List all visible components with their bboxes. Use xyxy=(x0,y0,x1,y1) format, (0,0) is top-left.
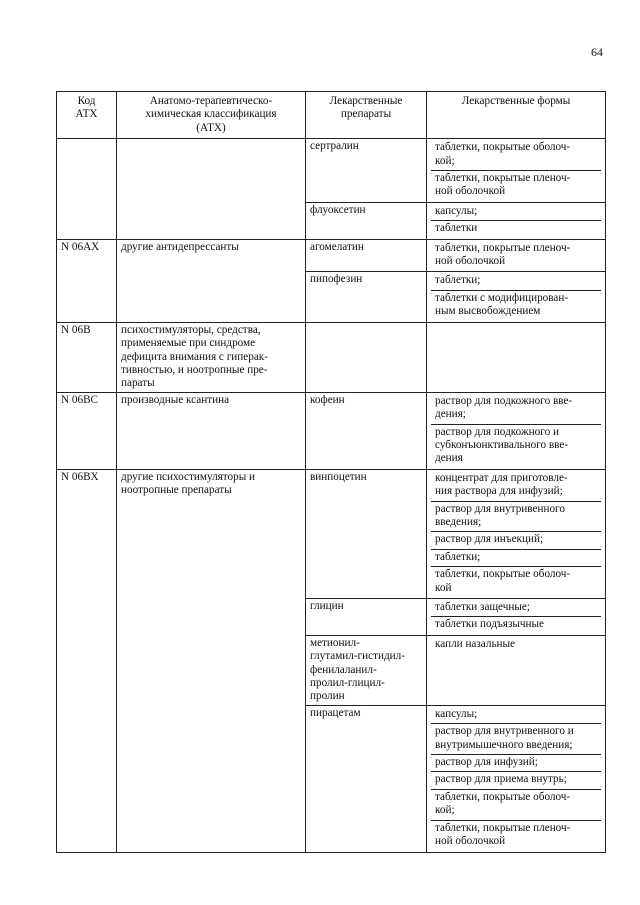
drug-name-cell: глицин xyxy=(306,599,427,636)
dosage-form: таблетки; xyxy=(431,273,601,290)
table-row xyxy=(57,392,606,469)
dosage-form: таблетки, покрытые оболоч- кой; xyxy=(431,140,601,171)
dosage-form: капсулы; xyxy=(431,204,601,221)
dosage-form: таблетки, покрытые оболоч- кой; xyxy=(431,790,601,821)
drug-name-cell: пирацетам xyxy=(306,705,427,852)
atc-table xyxy=(56,91,606,853)
drug-name-cell: агомелатин xyxy=(306,239,427,272)
atc-code-cell: N 06BC xyxy=(57,392,117,469)
drug-name-cell: винпоцетин xyxy=(306,469,427,598)
drug-forms-cell xyxy=(427,469,606,598)
dosage-form: раствор для подкожного вве- дения; xyxy=(431,394,601,425)
dosage-form: капсулы; xyxy=(431,707,601,724)
dosage-form: раствор для внутривенного и внутримышечного введения; xyxy=(431,724,601,755)
dosage-form: концентрат для приготовле- ния раствора для инфузий; xyxy=(431,471,601,502)
drug-forms-cell xyxy=(427,139,606,203)
drug-forms-cell xyxy=(427,239,606,272)
table-row xyxy=(57,469,606,598)
header-drugs: Лекарственные препараты xyxy=(306,92,427,139)
dosage-form: таблетки, покрытые оболоч- кой xyxy=(435,568,571,594)
dosage-form: таблетки xyxy=(435,222,478,235)
drug-forms-cell xyxy=(427,635,606,705)
drug-name-cell: кофеин xyxy=(306,392,427,469)
dosage-form: раствор для инъекций; xyxy=(431,532,601,549)
atc-name-cell: другие антидепрессанты xyxy=(117,239,306,322)
drug-forms-cell xyxy=(427,202,606,239)
table-row xyxy=(57,239,606,272)
header-atc: Анатомо-терапевтическо- химическая классификация (АТХ) xyxy=(117,92,306,139)
drug-forms-cell xyxy=(427,272,606,322)
dosage-form: таблетки защечные; xyxy=(431,600,601,617)
table-row xyxy=(57,322,606,392)
header-code: Код АТХ xyxy=(57,92,117,139)
page-number: 64 xyxy=(591,45,603,59)
table-row xyxy=(57,139,606,203)
dosage-form: раствор для инфузий; xyxy=(431,755,601,772)
drug-forms-cell xyxy=(427,322,606,392)
dosage-form: таблетки с модифицирован- ным высвобождением xyxy=(435,291,569,318)
atc-name-cell: другие психостимуляторы и ноотропные препараты xyxy=(117,469,306,852)
drug-name-cell: метионил- глутамил-гистидил- фенилаланил- пролил-глицил- пролин xyxy=(306,635,427,705)
dosage-form: раствор для подкожного и субконъюнктивального вве- дения xyxy=(435,425,569,465)
dosage-form: таблетки, покрытые пленоч- ной оболочкой xyxy=(435,172,571,198)
dosage-form: капли назальные xyxy=(435,637,516,650)
drug-forms-cell xyxy=(427,599,606,636)
dosage-form: таблетки подъязычные xyxy=(435,618,544,631)
atc-code-cell: N 06BX xyxy=(57,469,117,852)
drug-forms-cell xyxy=(427,392,606,469)
drug-forms-cell xyxy=(427,705,606,852)
drug-name-cell: пипофезин xyxy=(306,272,427,322)
drug-name-cell: сертралин xyxy=(306,139,427,203)
atc-code-cell xyxy=(57,139,117,239)
drug-name-cell: флуоксетин xyxy=(306,202,427,239)
atc-code-cell: N 06AX xyxy=(57,239,117,322)
dosage-form: таблетки, покрытые пленоч- ной оболочкой xyxy=(435,241,571,268)
atc-name-cell xyxy=(117,139,306,239)
atc-name-cell: производные ксантина xyxy=(117,392,306,469)
dosage-form: раствор для приема внутрь; xyxy=(431,772,601,789)
dosage-form: таблетки; xyxy=(431,550,601,567)
header-forms: Лекарственные формы xyxy=(427,92,606,139)
dosage-form: раствор для внутривенного введения; xyxy=(431,502,601,533)
table-header-row xyxy=(57,92,606,139)
dosage-form: таблетки, покрытые пленоч- ной оболочкой xyxy=(435,821,571,848)
atc-name-cell: психостимуляторы, средства, применяемые при синдроме дефицита внимания с гиперак- тивностью, и ноотропные пре- параты xyxy=(117,322,306,392)
atc-code-cell: N 06B xyxy=(57,322,117,392)
drug-name-cell xyxy=(306,322,427,392)
